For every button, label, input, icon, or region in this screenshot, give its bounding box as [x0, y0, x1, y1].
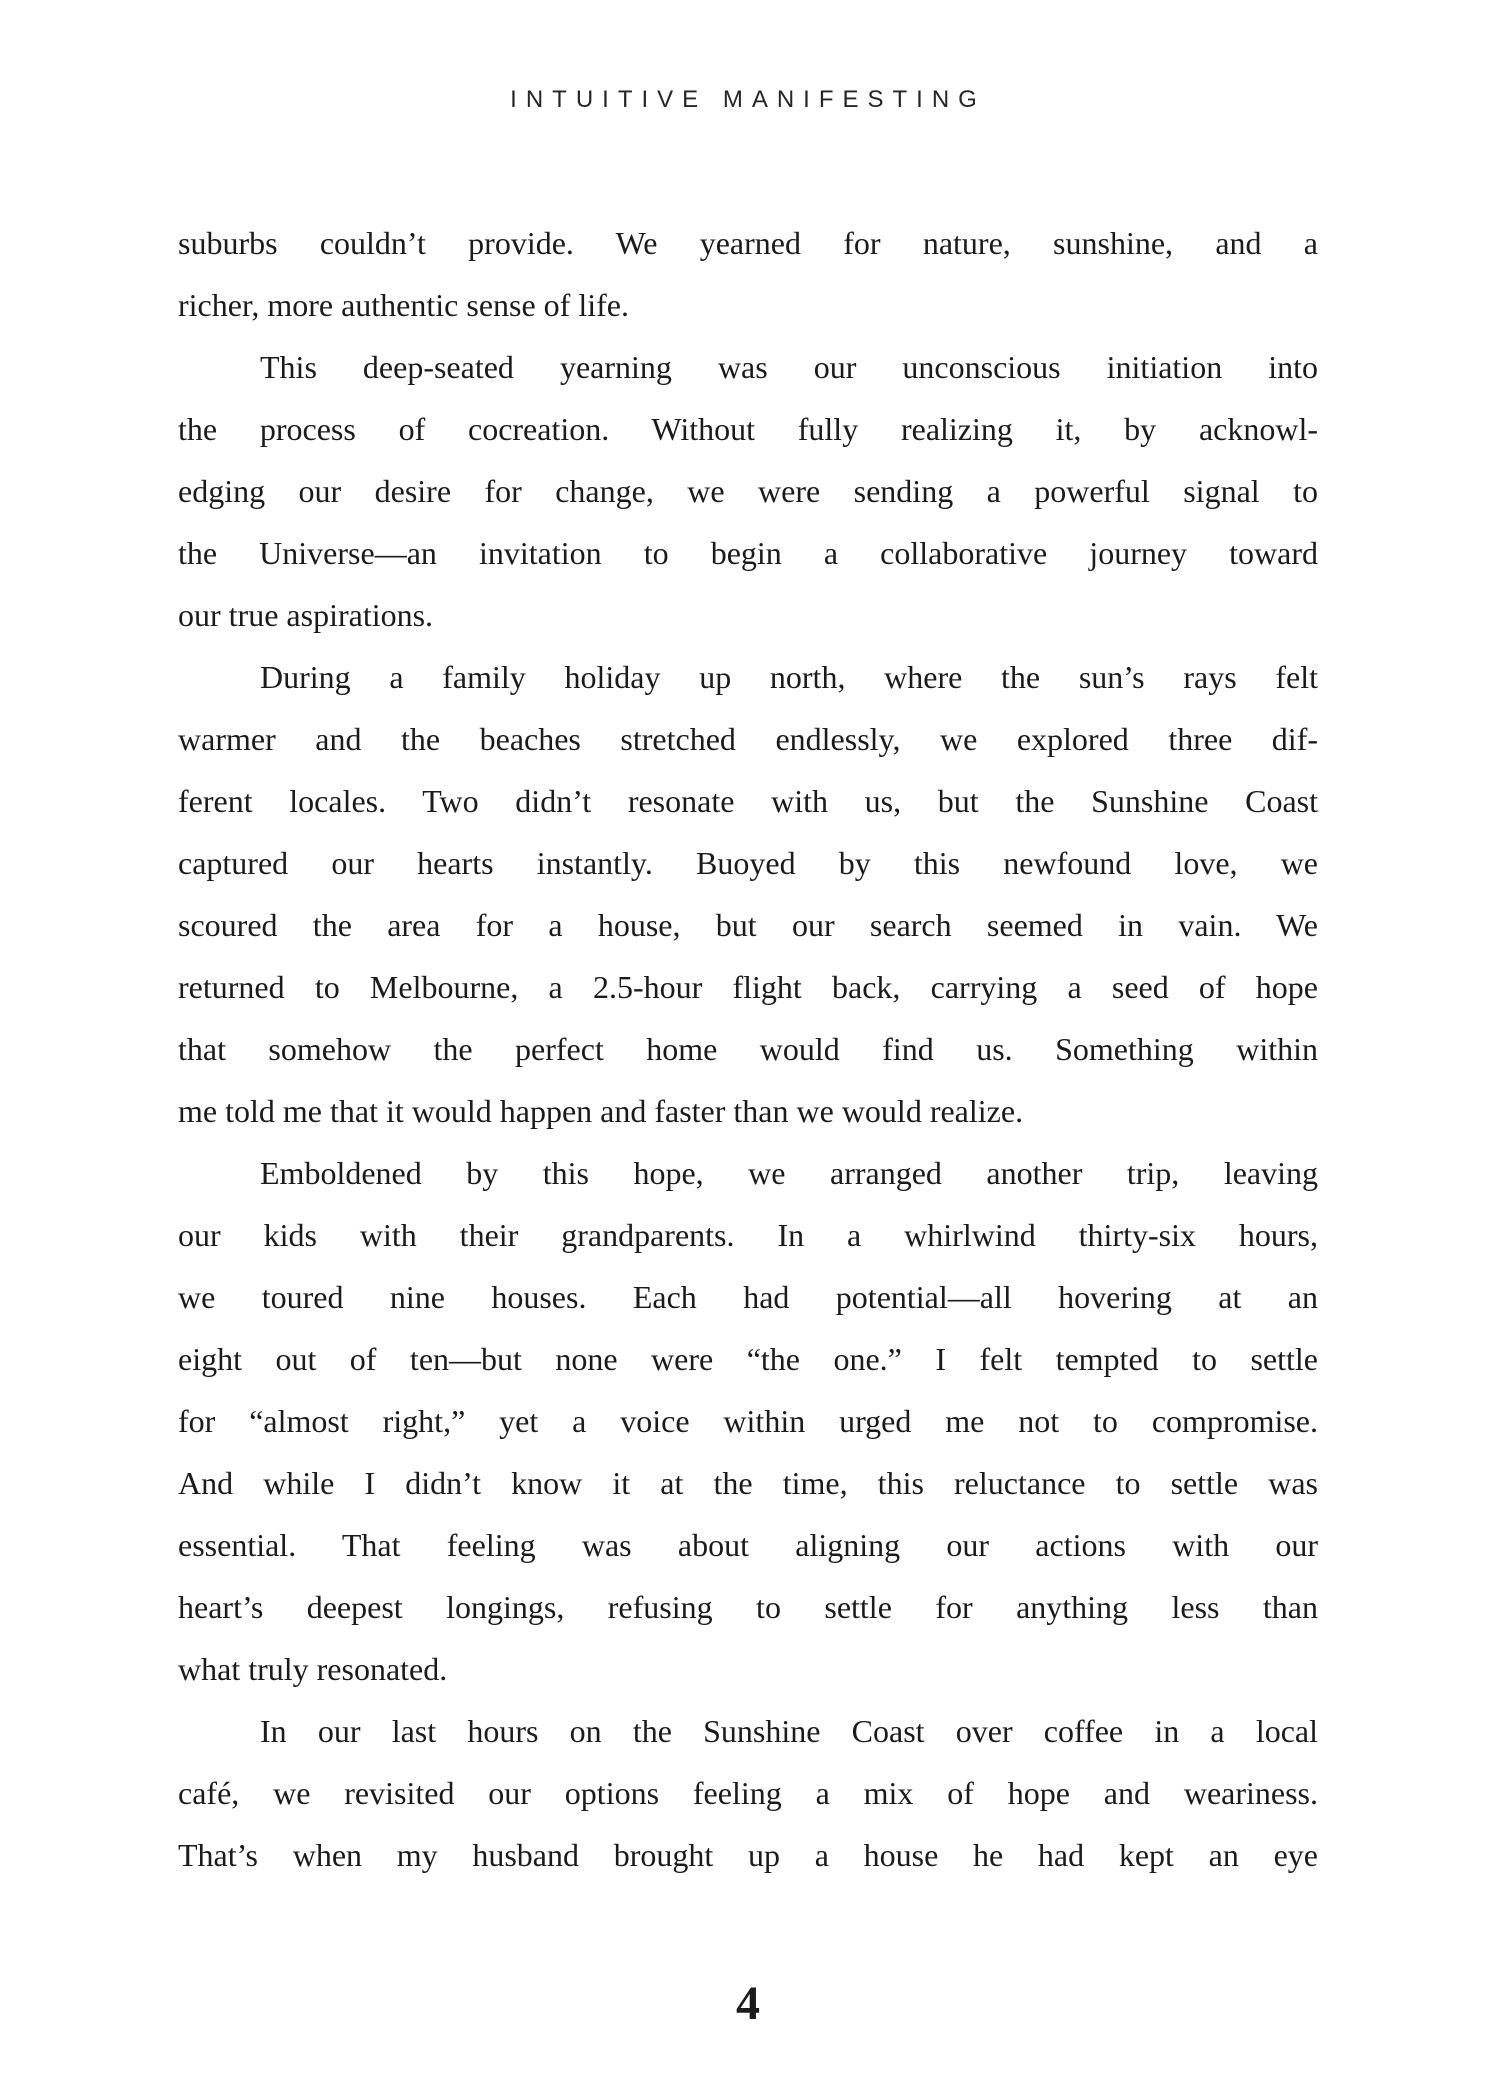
body-text [178, 212, 1318, 1886]
text-line: scoured the area for a house, but our search seemed in vain. We [178, 907, 1318, 943]
text-line: In our last hours on the Sunshine Coast over coffee in a local [260, 1713, 1318, 1749]
text-line: that somehow the perfect home would find us. Something within [178, 1031, 1318, 1067]
text-line: eight out of ten—but none were “the one.” I felt tempted to settle [178, 1341, 1318, 1377]
page-number: 4 [736, 1977, 760, 2030]
text-line: returned to Melbourne, a 2.5-hour flight back, carrying a seed of hope [178, 969, 1318, 1005]
text-line: for “almost right,” yet a voice within urged me not to compromise. [178, 1403, 1318, 1439]
text-line: we toured nine houses. Each had potential—all hovering at an [178, 1279, 1318, 1315]
text-line: warmer and the beaches stretched endlessly, we explored three dif- [178, 721, 1318, 757]
text-line: heart’s deepest longings, refusing to settle for anything less than [178, 1589, 1318, 1625]
text-line: And while I didn’t know it at the time, this reluctance to settle was [178, 1465, 1318, 1501]
text-line: our true aspirations. [178, 597, 434, 633]
text-line: richer, more authentic sense of life. [178, 287, 629, 323]
text-line: That’s when my husband brought up a house he had kept an eye [178, 1837, 1318, 1873]
text-line: ferent locales. Two didn’t resonate with us, but the Sunshine Coast [178, 783, 1318, 819]
text-line: café, we revisited our options feeling a mix of hope and weariness. [178, 1775, 1318, 1811]
running-header: INTUITIVE MANIFESTING [510, 86, 986, 113]
text-line: our kids with their grandparents. In a whirlwind thirty-six hours, [178, 1217, 1318, 1253]
text-line: During a family holiday up north, where the sun’s rays felt [260, 659, 1318, 695]
text-line: essential. That feeling was about aligning our actions with our [178, 1527, 1318, 1563]
text-line: the process of cocreation. Without fully realizing it, by acknowl- [178, 411, 1318, 447]
text-line: This deep-seated yearning was our unconscious initiation into [260, 349, 1318, 385]
text-line: the Universe—an invitation to begin a collaborative journey toward [178, 535, 1318, 571]
text-line: suburbs couldn’t provide. We yearned for nature, sunshine, and a [178, 225, 1318, 261]
text-line: Emboldened by this hope, we arranged another trip, leaving [260, 1155, 1318, 1191]
text-line: edging our desire for change, we were sending a powerful signal to [178, 473, 1318, 509]
text-line: captured our hearts instantly. Buoyed by this newfound love, we [178, 845, 1318, 881]
text-line: me told me that it would happen and faster than we would realize. [178, 1093, 1024, 1129]
text-line: what truly resonated. [178, 1651, 448, 1687]
